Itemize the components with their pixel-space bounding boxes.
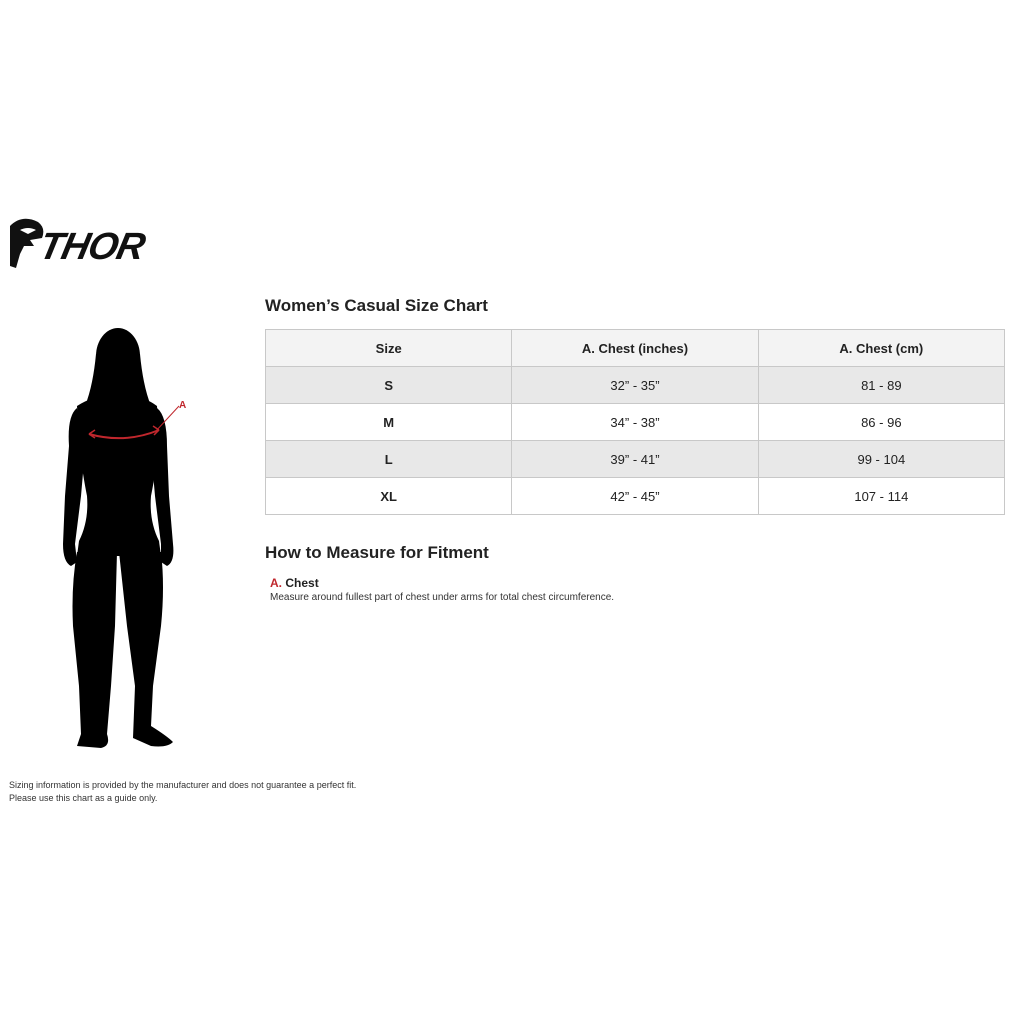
brand-wordmark: THOR [35, 226, 149, 268]
table-row [266, 404, 1005, 441]
chest-cm-cell: 86 - 96 [758, 404, 1004, 441]
measure-item-chest [270, 576, 614, 603]
table-row [266, 441, 1005, 478]
table-row [266, 367, 1005, 404]
header-chest-inches: A. Chest (inches) [512, 330, 758, 367]
size-table [265, 329, 1005, 515]
chest-cm-cell: 99 - 104 [758, 441, 1004, 478]
size-cell: XL [266, 478, 512, 515]
measure-item-description: Measure around fullest part of chest under arms for total chest circumference. [270, 592, 615, 603]
chest-inches-cell: 42” - 45” [512, 478, 758, 515]
chest-cm-cell: 81 - 89 [758, 367, 1004, 404]
disclaimer-line-2: Please use this chart as a guide only. [9, 793, 158, 803]
size-chart-title: Women’s Casual Size Chart [265, 296, 488, 315]
measure-item-label [270, 576, 614, 590]
chest-marker-label: A [179, 400, 187, 411]
size-cell: S [266, 367, 512, 404]
chest-inches-cell: 34” - 38” [512, 404, 758, 441]
table-header-row [266, 330, 1005, 367]
header-chest-cm: A. Chest (cm) [758, 330, 1004, 367]
body-silhouette [55, 326, 195, 752]
size-cell: L [266, 441, 512, 478]
chest-inches-cell: 32” - 35” [512, 367, 758, 404]
size-cell: M [266, 404, 512, 441]
disclaimer-line-1: Sizing information is provided by the manufacturer and does not guarantee a perfect fit. [9, 780, 357, 790]
brand-logo [8, 216, 164, 270]
disclaimer [9, 779, 356, 805]
measure-item-letter: A. [270, 576, 282, 590]
chest-cm-cell: 107 - 114 [758, 478, 1004, 515]
chest-inches-cell: 39” - 41” [512, 441, 758, 478]
measure-item-name: Chest [285, 576, 319, 590]
table-row [266, 478, 1005, 515]
measure-section-title: How to Measure for Fitment [265, 543, 489, 562]
header-size: Size [266, 330, 512, 367]
